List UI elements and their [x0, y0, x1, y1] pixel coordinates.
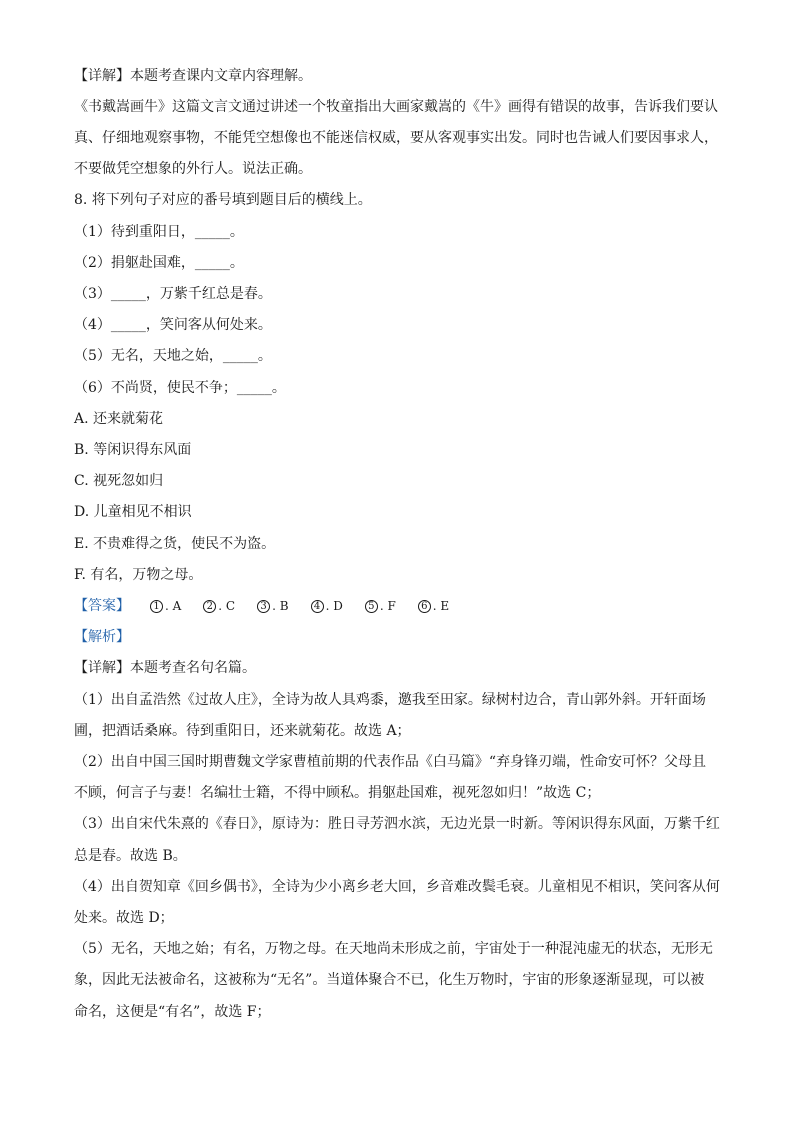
analysis-heading: 【详解】本题考查名句名篇。	[74, 660, 256, 676]
analysis-line: 总是春。故选 B。	[74, 848, 187, 864]
answer-item	[365, 596, 396, 616]
option-f: F. 有名，万物之母。	[74, 567, 203, 583]
answer-letter: . F	[379, 599, 396, 613]
sentence-5: （5）无名，天地之始，_____。	[74, 348, 272, 364]
sentence-4: （4）_____，笑问客从何处来。	[74, 317, 272, 333]
detail-heading: 【详解】本题考查课内文章内容理解。	[74, 68, 312, 84]
answer-item	[150, 596, 181, 616]
answer-letter: . D	[325, 599, 343, 613]
circled-number: 2	[203, 600, 216, 613]
option-b: B. 等闲识得东风面	[74, 442, 192, 458]
answer-item	[257, 596, 288, 616]
sentence-6: （6）不尚贤，使民不争；_____。	[74, 380, 286, 396]
analysis-line: （4）出自贺知章《回乡偶书》，全诗为少小离乡老大回，乡音难改鬓毛衰。儿童相见不相识，笑问客从何	[74, 879, 720, 895]
answer-letter: . B	[272, 599, 289, 613]
analysis-line: 圃，把酒话桑麻。待到重阳日，还来就菊花。故选 A；	[74, 723, 411, 739]
circled-number: 4	[311, 600, 324, 613]
analysis-line: （3）出自宋代朱熹的《春日》，原诗为：胜日寻芳泗水滨，无边光景一时新。等闲识得东风面，万紫千红	[74, 816, 720, 832]
option-d: D. 儿童相见不相识	[74, 504, 192, 520]
analysis-line: （2）出自中国三国时期曹魏文学家曹植前期的代表作品《白马篇》“弃身锋刃端，性命安可怀？父母且	[74, 754, 707, 770]
answer-letter: . E	[432, 599, 450, 613]
answer-letter: . C	[218, 599, 236, 613]
option-e: E. 不贵难得之货，使民不为盗。	[74, 536, 276, 552]
paragraph-line: 不要做凭空想象的外行人。说法正确。	[74, 161, 312, 177]
analysis-line: （1）出自孟浩然《过故人庄》，全诗为故人具鸡黍，邀我至田家。绿树村边合，青山郭外斜。开轩面场	[74, 692, 706, 708]
answer-item	[203, 596, 235, 616]
question-8: 8. 将下列句子对应的番号填到题目后的横线上。	[74, 192, 372, 208]
answer-label: 【答案】	[74, 598, 130, 614]
analysis-line: 象，因此无法被命名，这被称为“无名”。当道体聚合不已，化生万物时，宇宙的形象逐渐显现，可以被	[74, 972, 705, 988]
analysis-line: （5）无名，天地之始；有名，万物之母。在天地尚未形成之前，宇宙处于一种混沌虚无的状态，无形无	[74, 941, 713, 957]
answer-letter: . A	[165, 599, 182, 613]
paragraph-line: 真、仔细地观察事物，不能凭空想像也不能迷信权威，要从客观事实出发。同时也告诫人们要因事求人，	[74, 130, 718, 146]
answer-item	[418, 596, 449, 616]
sentence-1: （1）待到重阳日，_____。	[74, 224, 244, 240]
option-c: C. 视死忽如归	[74, 473, 164, 489]
analysis-label: 【解析】	[74, 629, 130, 645]
circled-number: 6	[418, 600, 431, 613]
circled-number: 1	[150, 600, 163, 613]
answer-row	[74, 596, 724, 616]
circled-number: 5	[365, 600, 378, 613]
option-a: A. 还来就菊花	[74, 411, 164, 427]
paragraph-line: 《书戴嵩画牛》这篇文言文通过讲述一个牧童指出大画家戴嵩的《牛》画得有错误的故事，告诉我们要认	[74, 99, 718, 115]
analysis-line: 不顾，何言子与妻！名编壮士籍，不得中顾私。捐躯赴国难，视死忽如归！”故选 C；	[74, 785, 601, 801]
analysis-line: 命名，这便是“有名”，故选 F；	[74, 1004, 271, 1020]
answer-item	[311, 596, 343, 616]
analysis-line: 处来。故选 D；	[74, 910, 174, 926]
circled-number: 3	[257, 600, 270, 613]
sentence-3: （3）_____，万紫千红总是春。	[74, 286, 272, 302]
sentence-2: （2）捐躯赴国难，_____。	[74, 255, 244, 271]
